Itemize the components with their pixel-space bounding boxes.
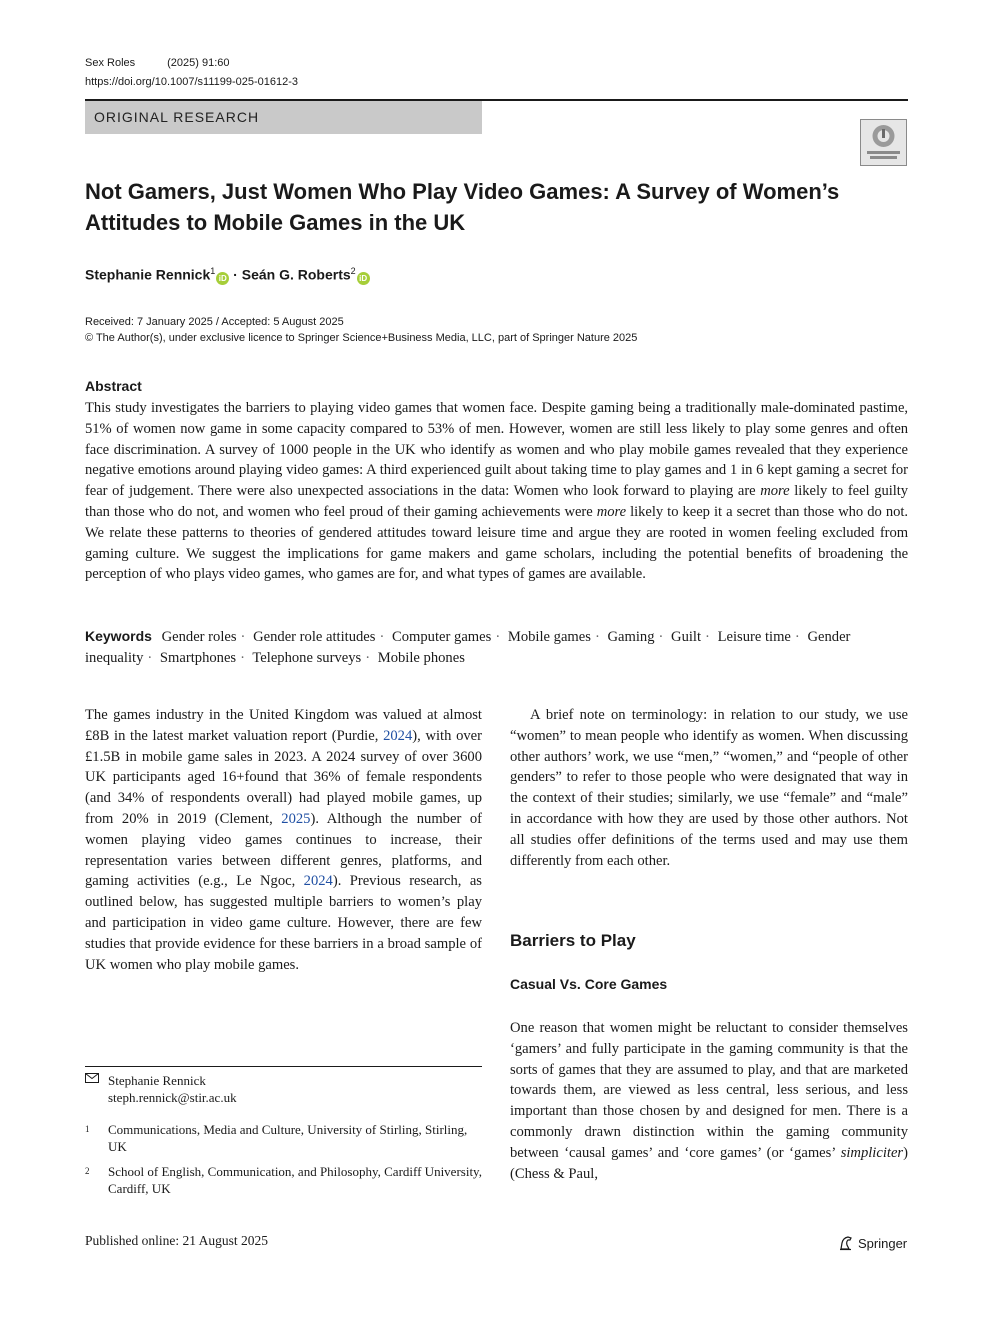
keyword: Leisure time xyxy=(717,629,791,645)
keyword: Gender inequality xyxy=(85,629,851,666)
keyword: Gender roles xyxy=(161,629,237,645)
keywords-label: Keywords xyxy=(85,628,152,644)
abstract-emphasis: more xyxy=(596,503,627,520)
abstract-text-part: This study investigates the barriers to playing video games that women face. Despite gaming being a traditionally male-dominated pastime, 51% of women now game in some capacity compared to 53% of men. However, women are still less likely to play some genres and often face discrimination. A survey of 1000 people in the UK who identify as women and who play mobile games revealed that they experience negative emotions around playing video games: A third experienced guilt about taking time to play games and 1 in 6 kept gaming a secret for fear of judgement. There were also unexpected associations in the data: Women who look forward to playing are xyxy=(85,400,908,500)
abstract-emphasis: more xyxy=(760,483,790,500)
author-separator: · xyxy=(233,266,238,283)
keyword: Telephone surveys xyxy=(252,650,362,666)
affiliation-mark: 1 xyxy=(210,266,216,276)
abstract-text-part: likely to keep it a secret than those who do not. We relate these patterns to theories of gendered attitudes toward leisure time and argue they are rooted in women feeling excluded from gaming culture. We suggest the implications for game makers and game scholars, including the potential benefits of broadening the perception of who plays video games, who games are for, and what types of games are available. xyxy=(85,503,908,583)
affiliation-2: School of English, Communication, and Philosophy, Cardiff University, Cardiff, UK xyxy=(108,1164,482,1196)
author-name[interactable]: Stephanie Rennick xyxy=(85,266,211,283)
journal-header xyxy=(85,54,298,92)
body-text: ), with over £1.5B in mobile game sales in 2023. A 2024 survey of over 3600 UK participants aged 16+found that 36% of female respondents (and 34% of respondents overall) had played mobile games, up from 20% in 2019 (Clement, xyxy=(85,727,483,827)
publisher-name: Springer xyxy=(858,1235,908,1251)
keyword: Guilt xyxy=(671,629,702,645)
paper-title: Not Gamers, Just Women Who Play Video Games: A Survey of Women’s Attitudes to Mobile Games in the UK xyxy=(85,179,840,235)
body-text: ) (Chess & Paul, xyxy=(510,1144,908,1182)
contact-author-name: Stephanie Rennick xyxy=(108,1073,206,1088)
section-heading: Barriers to Play xyxy=(510,931,636,950)
keywords: Keywords Gender roles · Gender role attitudes · Computer games · Mobile games · Gaming · Guilt · Leisure time · Gender inequality · Smartphones · Telephone surveys · Mobile phones xyxy=(85,628,851,666)
affiliation-number: 2 xyxy=(85,1166,90,1176)
body-text: ). Previous research, as outlined below, has suggested multiple barriers to women’s play and participation in video game culture. However, there are few studies that provide evidence for these barriers in a broad sample of UK women who play mobile games. xyxy=(85,873,482,973)
keyword: Computer games xyxy=(392,629,492,645)
orcid-icon[interactable]: iD xyxy=(357,272,370,285)
intro-paragraph xyxy=(85,705,482,975)
body-text: One reason that women might be reluctant to consider themselves ‘gamers’ and fully participate in the gaming community is that the sorts of games that they are assumed to play, and that are marketed towards them, are viewed as less central, less serious, and less important than those chosen by and designed for men. There is a commonly drawn distinction within the gaming community between ‘causal games’ and ‘core games’ (or ‘games’ xyxy=(510,1020,908,1161)
published-date: Published online: 21 August 2025 xyxy=(85,1233,269,1248)
keyword: Mobile phones xyxy=(377,650,465,666)
keyword: Smartphones xyxy=(159,650,237,666)
article-dates xyxy=(85,314,637,346)
terminology-paragraph: A brief note on terminology: in relation to our study, we use “women” to mean people who identify as women. When discussing other authors’ work, we use “men,” “women,” and “people of other genders” to refer to those people who were designated that way in the context of their studies; similarly, we use “female” and “male” in accordance with how they are used by those other authors. Not all studies offer definitions of the terms used and may use them differently from each other. xyxy=(510,707,908,869)
citation-link[interactable]: 2024 xyxy=(383,727,413,744)
received-accepted-dates: Received: 7 January 2025 / Accepted: 5 August 2025 xyxy=(85,316,344,328)
citation-link[interactable]: 2025 xyxy=(281,810,311,827)
springer-horse-icon xyxy=(838,1235,854,1251)
keyword: Mobile games xyxy=(507,629,591,645)
abstract-text xyxy=(85,398,908,585)
journal-volume: (2025) 91:60 xyxy=(167,57,230,69)
journal-name: Sex Roles xyxy=(85,57,136,69)
footnote-rule xyxy=(85,1066,482,1067)
doi-link[interactable]: https://doi.org/10.1007/s11199-025-01612-3 xyxy=(85,76,299,88)
affiliation-number: 1 xyxy=(85,1124,90,1134)
citation-link[interactable]: 2024 xyxy=(303,873,333,890)
casual-core-paragraph xyxy=(510,1018,908,1184)
author-list xyxy=(85,260,370,286)
author-footnotes xyxy=(85,1072,482,1197)
article-type-banner: ORIGINAL RESEARCH xyxy=(85,101,482,134)
author-name[interactable]: Seán G. Roberts xyxy=(241,266,351,283)
body-emphasis: simpliciter xyxy=(840,1144,904,1161)
abstract-heading: Abstract xyxy=(85,378,142,394)
orcid-icon[interactable]: iD xyxy=(216,272,229,285)
abstract-text-part: likely to feel guilty than those who do not, and women who feel proud of their gaming achievements were xyxy=(85,483,908,520)
subsection-heading: Casual Vs. Core Games xyxy=(510,976,668,992)
body-text: The games industry in the United Kingdom was valued at almost £8B in the latest market valuation report (Purdie, xyxy=(85,707,482,744)
publisher-logo xyxy=(838,1235,907,1251)
check-for-updates-icon xyxy=(861,120,906,165)
affiliation-1: Communications, Media and Culture, University of Stirling, Stirling, UK xyxy=(108,1122,468,1154)
contact-author-email[interactable]: steph.rennick@stir.ac.uk xyxy=(108,1090,237,1105)
check-for-updates-badge[interactable] xyxy=(860,119,907,166)
copyright-notice: © The Author(s), under exclusive licence to Springer Science+Business Media, LLC, part of Springer Nature 2025 xyxy=(85,332,638,344)
envelope-icon xyxy=(85,1072,108,1106)
body-text: ). Although the number of women playing video games continues to increase, their representation varies between different genres, platforms, and gaming activities (e.g., Le Ngoc, xyxy=(85,810,482,890)
keyword: Gaming xyxy=(607,629,655,645)
keyword: Gender role attitudes xyxy=(253,629,376,645)
affiliation-mark: 2 xyxy=(350,266,356,276)
